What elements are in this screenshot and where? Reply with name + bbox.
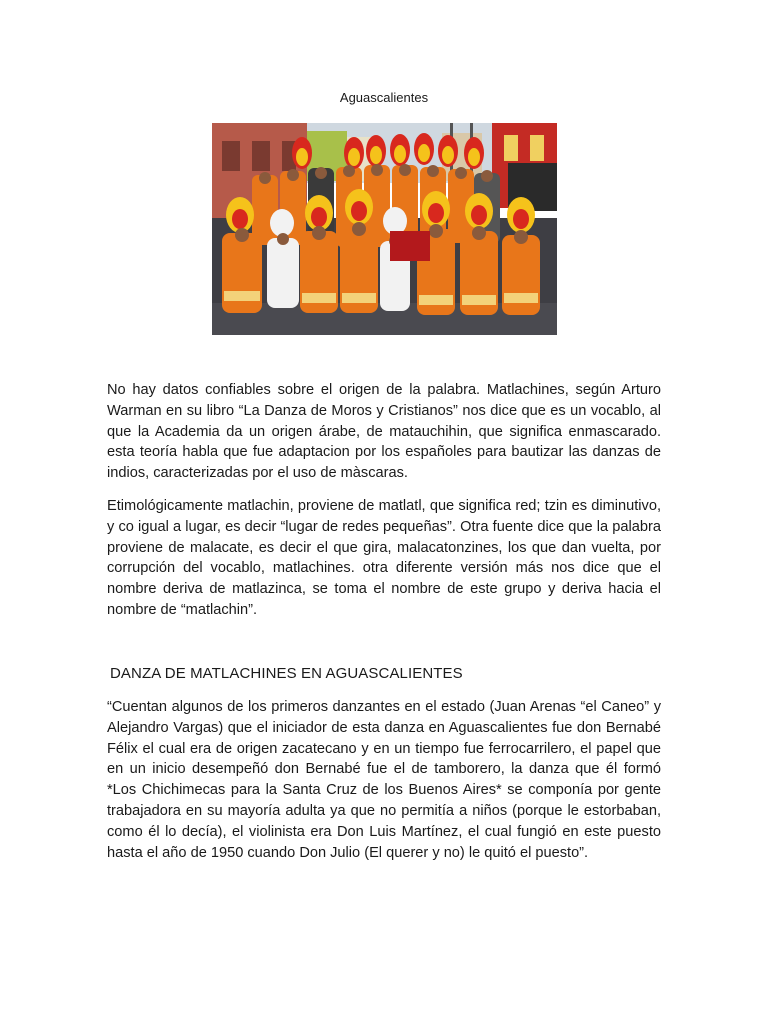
intro-paragraph: No hay datos confiables sobre el origen de la palabra. Matlachines, según Arturo Warman en su libro “La Danza de Moros y Cristianos” nos dice que es un vocablo, al que la Academia da un origen árabe, de matauchihin, que significa enmascarado. esta teoría habla que fue adaptacion por los españoles para bautizar las danzas de indios, caracterizadas por el uso de màscaras. [107,382,661,482]
page-title: Aguascalientes [339,90,429,105]
section-heading: DANZA DE MATLACHINES EN AGUASCALIENTES [110,665,463,682]
history-paragraph: “Cuentan algunos de los primeros danzantes en el estado (Juan Arenas “el Caneo” y Alejandro Vargas) que el iniciador de esta danza en Aguascalientes fue don Bernabé Félix el cual era de origen zacatecano y en un tiempo fue ferrocarrilero, el papel que en un inicio desempeñó don Bernabé fue el de tamborero, la danza que él formó *Los Chichimecas para la Santa Cruz de los Buenos Aires* se componía por gente trabajadora en su mayoría adulta ya que no permitía a niños (porque le estorbaban, como él lo decía), el violinista era Don Luis Martínez, el cual fungió en este puesto hasta el año de 1950 cuando Don Julio (El querer y no) le quitó el puesto”. [107,699,661,861]
matlachines-group-photo [212,123,557,335]
etymology-paragraph: Etimológicamente matlachin, proviene de matlatl, que significa red; tzin es diminutivo, y co igual a lugar, es decir “lugar de redes pequeñas”. Otra fuente dice que la palabra proviene de malacate, es decir el que gira, malacatonzines, los que dan vuelta, por corrupción del vocablo, matlachines. otra diferente versión más nos dice que el nombre deriva de matlazinca, se toma el nombre de este grupo y deriva hacia el nombre de “matlachin”. [107,498,661,618]
